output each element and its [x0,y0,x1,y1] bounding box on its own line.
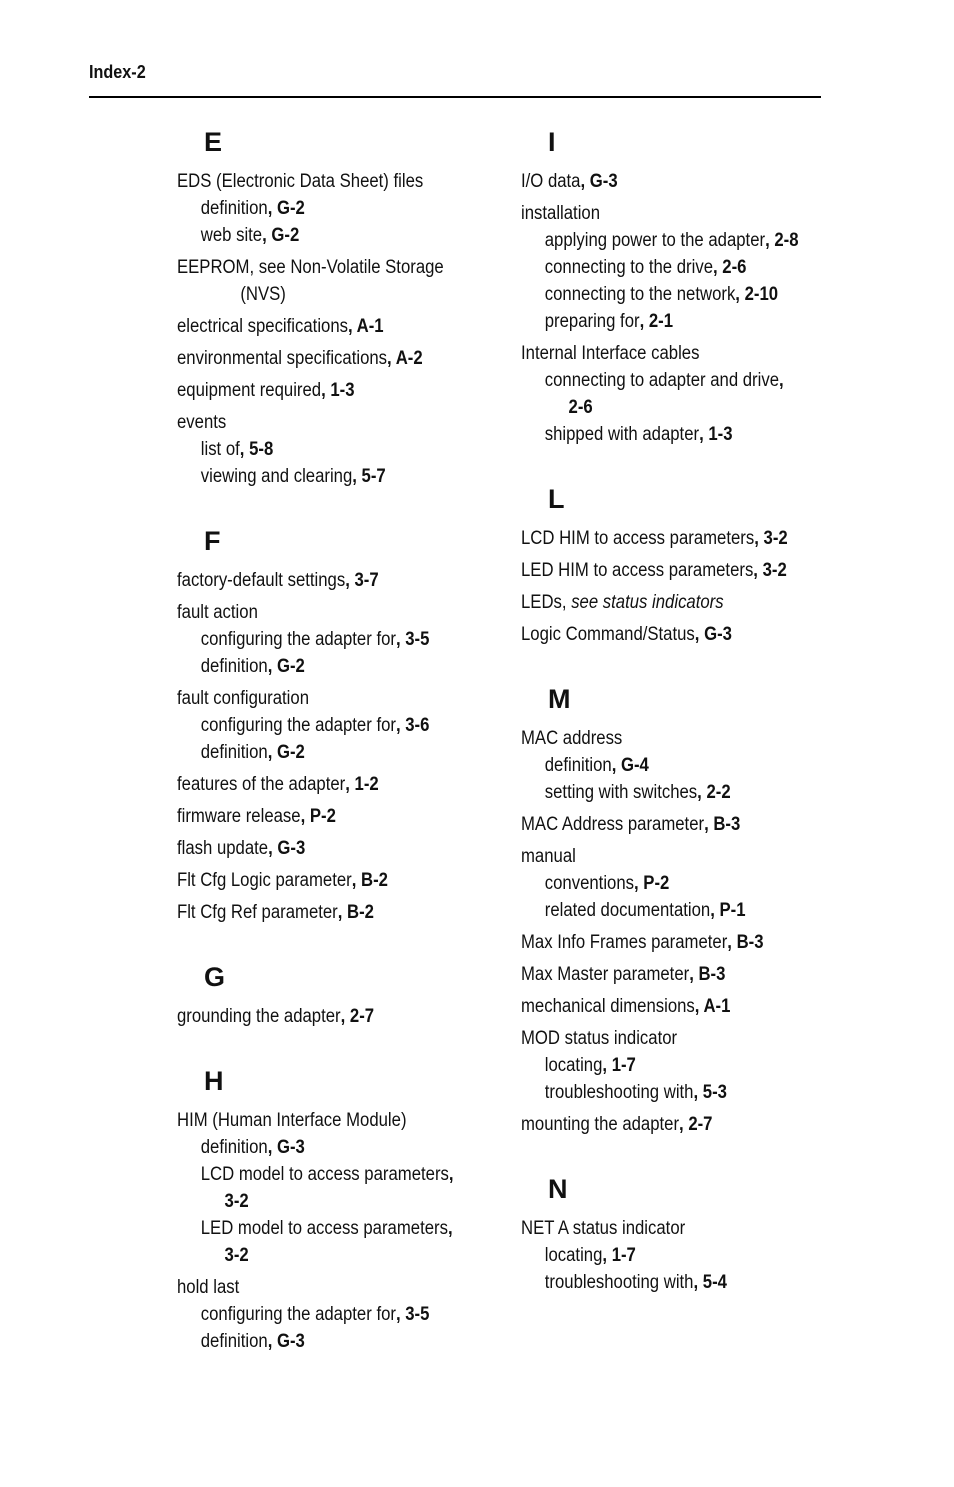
index-entry [177,867,487,894]
index-term [521,725,794,752]
index-term [177,567,450,594]
index-entry [177,168,487,249]
index-term [177,1274,450,1301]
index-subterm [177,1242,450,1269]
term-text: configuring the adapter for [200,1304,396,1325]
index-term [177,1107,450,1134]
term-text: LED HIM to access parameters [521,560,754,581]
page-reference: , 3-7 [345,570,379,591]
page-reference: , 2-1 [639,311,674,332]
index-term [177,599,450,626]
index-entry [177,771,487,798]
index-subterm [177,1301,450,1328]
page-reference: , G-3 [267,1137,305,1158]
page-reference: , 1-7 [602,1245,636,1266]
index-entry [177,254,487,308]
term-text: LEDs, [521,592,572,613]
term-text: grounding the adapter [177,1006,341,1027]
index-term [521,843,794,870]
index-subterm [177,712,450,739]
page-reference: , A-1 [694,996,731,1017]
index-term [521,961,794,988]
index-entry [521,843,831,924]
index-entry [521,961,831,988]
term-text: Internal Interface cables [521,343,700,364]
index-entry [521,168,831,195]
index-entry [521,725,831,806]
index-term [521,168,794,195]
page-reference: , B-3 [689,964,726,985]
index-subterm [521,394,794,421]
index-term [521,1025,794,1052]
index-term [521,621,794,648]
page-reference: , G-2 [262,225,300,246]
term-text: electrical specifications [177,316,348,337]
term-text: connecting to adapter and drive [544,370,780,391]
index-column-left [177,125,487,1389]
page-reference: , 1-7 [602,1055,636,1076]
index-subterm [521,281,794,308]
index-subterm [177,436,450,463]
page-reference: , 2-2 [697,782,731,803]
term-text: LCD model to access parameters [200,1164,449,1185]
index-subterm [521,421,794,448]
section-letter: I [548,127,556,157]
term-text: locating [544,1245,603,1266]
index-entry [521,340,831,448]
term-text: setting with switches [544,782,698,803]
term-text: troubleshooting with [544,1272,694,1293]
page-reference: , 3-6 [395,715,430,736]
page-reference: 3-2 [224,1245,249,1266]
section-letter: L [548,484,565,514]
index-term [521,1111,794,1138]
index-entry [521,589,831,616]
index-entry [177,377,487,404]
index-subterm [177,1161,454,1188]
page-reference: , P-2 [300,806,336,827]
index-term [177,409,450,436]
term-text: NET A status indicator [521,1218,686,1239]
index-subterm [521,367,794,394]
term-text: environmental specifications [177,348,388,369]
page-reference: , G-2 [267,656,305,677]
page-reference: , 2-7 [340,1006,375,1027]
page-reference: 3-2 [224,1191,249,1212]
term-text: flash update [177,838,269,859]
page-reference: , 2-6 [713,257,747,278]
index-subterm [521,227,799,254]
term-text: manual [521,846,576,867]
index-entry [177,1003,487,1030]
term-text: LCD HIM to access parameters [521,528,755,549]
term-text: preparing for [544,311,640,332]
page-reference: , P-2 [633,873,670,894]
index-entry [177,409,487,490]
page-reference: , B-3 [727,932,764,953]
index-subterm [521,897,794,924]
page-reference: , 5-3 [693,1082,727,1103]
index-subterm [521,752,794,779]
term-text: troubleshooting with [544,1082,694,1103]
term-text: definition [200,198,268,219]
index-term [521,993,794,1020]
index-entry [521,557,831,584]
index-entry [177,835,487,862]
index-subterm [521,254,794,281]
section-letter: H [204,1066,224,1096]
page-reference: , G-2 [267,742,305,763]
term-text: mounting the adapter [521,1114,680,1135]
page-reference: , G-3 [694,624,732,645]
index-section-i [521,125,831,448]
term-text: equipment required [177,380,322,401]
term-text: list of [200,439,240,460]
index-subterm [177,1328,450,1355]
index-subterm [521,1269,794,1296]
index-entry [521,993,831,1020]
term-text: locating [544,1055,603,1076]
term-text: MAC address [521,728,623,749]
page-label: Index-2 [89,62,146,82]
page-reference: , 1-2 [345,774,379,795]
term-text: definition [544,755,612,776]
term-text: definition [200,656,268,677]
index-subterm [177,626,450,653]
page-reference: , 2-10 [735,284,779,305]
index-subterm [521,1242,794,1269]
index-subterm [177,463,450,490]
index-term [521,340,794,367]
index-subterm [177,222,450,249]
index-term [177,867,450,894]
term-text: Max Info Frames parameter [521,932,728,953]
index-entry [521,929,831,956]
index-term [177,803,450,830]
index-subterm [177,1188,450,1215]
term-text: MOD status indicator [521,1028,678,1049]
index-entry [521,1025,831,1106]
term-text: features of the adapter [177,774,346,795]
term-text: shipped with adapter [544,424,700,445]
index-term [521,200,794,227]
page-reference: , 2-8 [765,230,799,251]
term-text: I/O data [521,171,581,192]
index-subterm [177,653,450,680]
section-letter: G [204,962,226,992]
trailing-comma: , [779,370,784,391]
term-text: EDS (Electronic Data Sheet) files [177,171,424,192]
section-letter: E [204,127,223,157]
page-reference: , 5-7 [352,466,386,487]
page-reference: , B-2 [351,870,388,891]
index-entry [177,899,487,926]
index-entry [177,599,487,680]
term-text: installation [521,203,601,224]
index-entry [177,313,487,340]
term-text: applying power to the adapter [544,230,766,251]
index-term [177,835,450,862]
term-text: connecting to the drive [544,257,714,278]
term-text: related documentation [544,900,711,921]
index-subterm [177,195,450,222]
term-text: viewing and clearing [200,466,353,487]
term-text: configuring the adapter for [200,715,396,736]
page-reference: , 1-3 [699,424,733,445]
page-reference: , 5-8 [239,439,274,460]
index-term [521,557,794,584]
term-text: Flt Cfg Ref parameter [177,902,338,923]
index-section-m [521,682,831,1138]
index-entry [177,803,487,830]
term-text: EEPROM, see Non-Volatile Storage [177,257,444,278]
index-section-l [521,482,831,648]
index-section-g [177,960,487,1030]
term-text: definition [200,1137,268,1158]
page-reference: , G-3 [580,171,618,192]
page-reference: , A-2 [387,348,423,369]
term-text: web site [200,225,263,246]
index-column-right [521,125,831,1330]
term-text: LED model to access parameters [200,1218,448,1239]
index-subterm [177,281,450,308]
index-entry [177,345,487,372]
index-entry [177,567,487,594]
cross-reference: see status indicators [571,592,724,613]
page-reference: , G-2 [267,198,305,219]
index-subterm [521,779,794,806]
index-section-n [521,1172,831,1296]
index-term [177,1003,450,1030]
index-entry [521,811,831,838]
trailing-comma: , [447,1218,453,1239]
index-subterm [521,870,794,897]
index-subterm [521,308,794,335]
index-entry [521,1111,831,1138]
page-reference: , B-2 [337,902,374,923]
index-term [521,525,794,552]
index-term [521,811,794,838]
index-section-f [177,524,487,926]
term-text: factory-default settings [177,570,346,591]
page-reference: , B-3 [704,814,741,835]
index-subterm [521,1079,794,1106]
page-reference: , 3-5 [395,629,430,650]
page-reference: , 5-4 [693,1272,727,1293]
index-term [177,377,450,404]
page-reference: 2-6 [568,397,593,418]
term-text: events [177,412,227,433]
page-reference: , 3-2 [754,528,788,549]
term-text: Max Master parameter [521,964,690,985]
term-text: MAC Address parameter [521,814,705,835]
trailing-comma: , [448,1164,454,1185]
term-text: Logic Command/Status [521,624,695,645]
index-subterm [177,1215,453,1242]
term-text: HIM (Human Interface Module) [177,1110,407,1131]
section-letter: F [204,526,221,556]
page-reference: , 3-5 [395,1304,430,1325]
index-entry [521,1215,831,1296]
term-text: connecting to the network [544,284,736,305]
term-text: conventions [544,873,634,894]
index-entry [521,621,831,648]
index-term [521,929,794,956]
index-entry [177,1274,487,1355]
index-entry [177,685,487,766]
page-reference: , G-4 [611,755,649,776]
index-subterm [521,1052,794,1079]
term-text: definition [200,742,268,763]
page-reference: , P-1 [710,900,746,921]
index-term [177,345,450,372]
term-text: Flt Cfg Logic parameter [177,870,352,891]
section-letter: M [548,684,571,714]
term-text: definition [200,1331,268,1352]
page-reference: , G-3 [267,1331,305,1352]
section-letter: N [548,1174,568,1204]
page-reference: , G-3 [268,838,306,859]
term-text: mechanical dimensions [521,996,695,1017]
index-term [177,685,450,712]
page-reference: , 2-7 [679,1114,713,1135]
index-subterm [177,739,450,766]
index-subterm [177,1134,450,1161]
index-term [177,899,450,926]
header-rule [89,96,821,98]
index-entry [521,525,831,552]
index-term [521,1215,794,1242]
term-text: firmware release [177,806,301,827]
index-section-h [177,1064,487,1355]
index-term [177,254,450,281]
term-text: (NVS) [240,284,286,305]
index-entry [177,1107,487,1269]
index-term [177,771,450,798]
term-text: fault configuration [177,688,309,709]
index-term [521,589,794,616]
term-text: fault action [177,602,258,623]
term-text: configuring the adapter for [200,629,396,650]
page-reference: , 3-2 [753,560,787,581]
page-reference: , 1-3 [321,380,355,401]
page-reference: , A-1 [347,316,384,337]
term-text: hold last [177,1277,240,1298]
index-term [177,313,450,340]
index-term [177,168,450,195]
index-section-e [177,125,487,490]
index-entry [521,200,831,335]
